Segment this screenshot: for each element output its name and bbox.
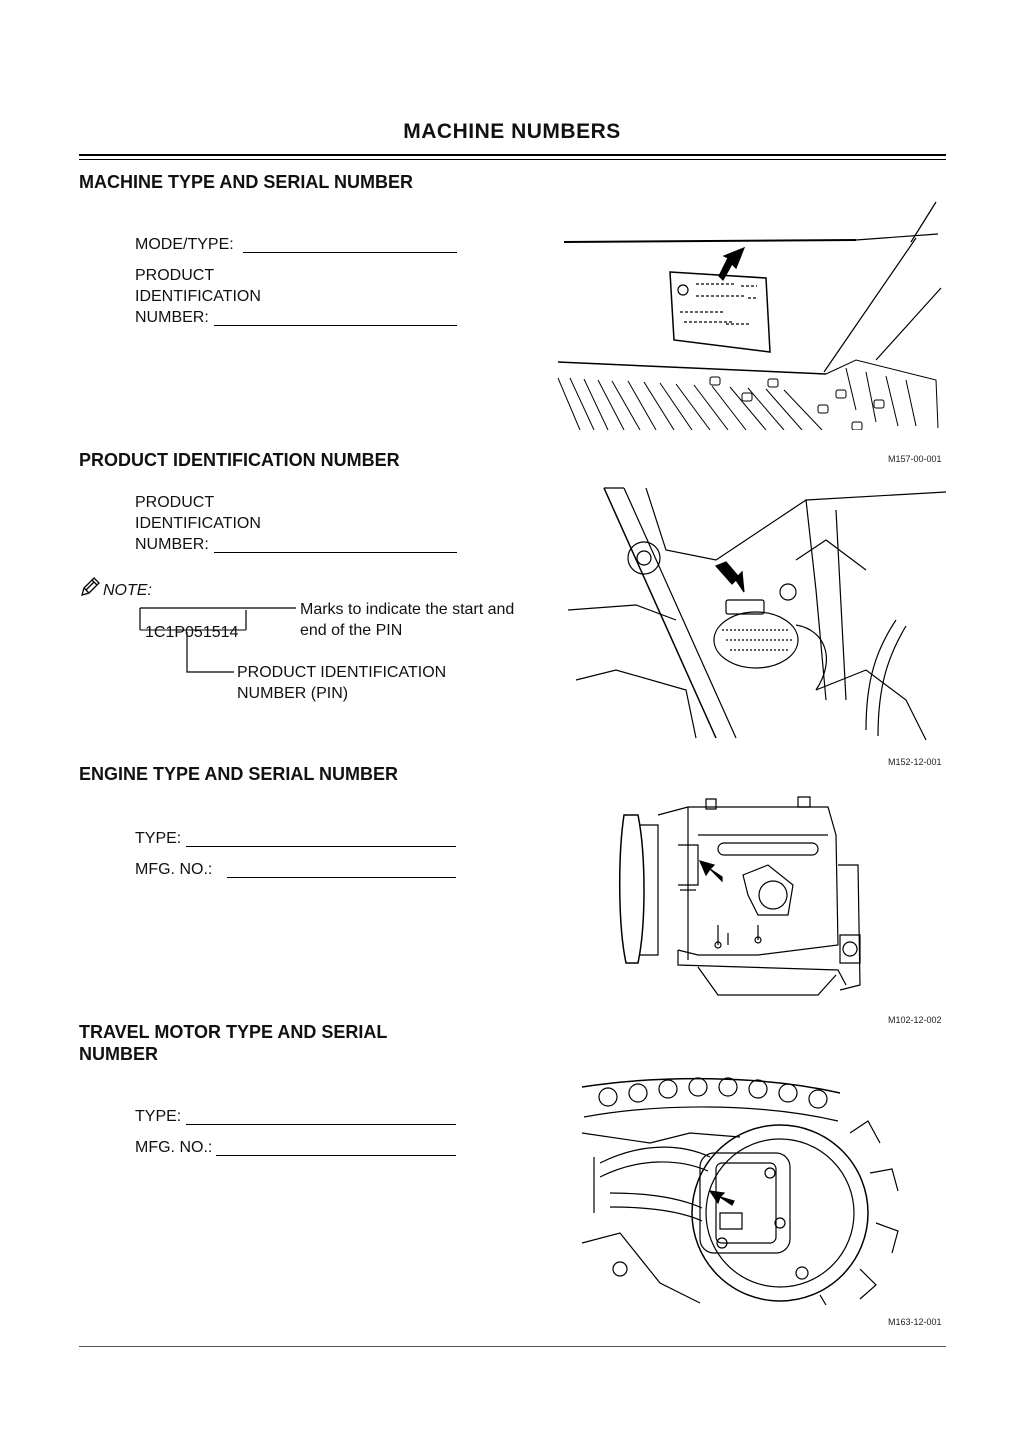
section-heading-engine: ENGINE TYPE AND SERIAL NUMBER bbox=[79, 764, 399, 784]
marks-note-line1: Marks to indicate the start and bbox=[300, 601, 515, 618]
engine-type-label: TYPE: bbox=[135, 830, 182, 847]
engine-type-field bbox=[186, 846, 456, 847]
mode-type-field bbox=[243, 252, 457, 253]
pin2-label-line2: IDENTIFICATION bbox=[135, 515, 261, 532]
marks-note-line2: end of the PIN bbox=[300, 622, 403, 639]
bottom-rule bbox=[79, 1346, 946, 1347]
page-title: MACHINE NUMBERS bbox=[403, 120, 621, 143]
title-rule-thick bbox=[79, 154, 946, 156]
section-heading-travel-motor-line1: TRAVEL MOTOR TYPE AND SERIAL bbox=[79, 1022, 388, 1042]
figure-code-2: M152-12-001 bbox=[888, 757, 942, 767]
figure-code-1: M157-00-001 bbox=[888, 454, 942, 464]
pin-label-line1: PRODUCT bbox=[135, 267, 215, 284]
pin-label-line3: NUMBER: bbox=[135, 309, 209, 326]
figure-code-4: M163-12-001 bbox=[888, 1317, 942, 1327]
motor-mfg-label: MFG. NO.: bbox=[135, 1139, 213, 1156]
pin-label-line2: IDENTIFICATION bbox=[135, 288, 261, 305]
engine-mfg-field bbox=[227, 877, 456, 878]
travel-motor-illustration bbox=[580, 1073, 910, 1305]
pin2-label-line3: NUMBER: bbox=[135, 536, 209, 553]
motor-type-label: TYPE: bbox=[135, 1108, 182, 1125]
section-heading-pin: PRODUCT IDENTIFICATION NUMBER bbox=[79, 450, 400, 470]
pin-example: 1C1P051514 bbox=[145, 624, 239, 641]
engine-illustration bbox=[618, 795, 868, 1005]
section-heading-travel-motor-line2: NUMBER bbox=[79, 1044, 158, 1064]
title-rule-thin bbox=[79, 159, 946, 160]
motor-type-field bbox=[186, 1124, 456, 1125]
figure-code-3: M102-12-002 bbox=[888, 1015, 942, 1025]
machine-plate-illustration bbox=[556, 200, 946, 430]
engine-mfg-label: MFG. NO.: bbox=[135, 861, 213, 878]
motor-mfg-field bbox=[216, 1155, 456, 1156]
pin-caption-line1: PRODUCT IDENTIFICATION bbox=[237, 664, 447, 681]
pin-location-illustration bbox=[566, 480, 946, 742]
mode-type-label: MODE/TYPE: bbox=[135, 236, 234, 253]
pin-field bbox=[214, 325, 457, 326]
pin-caption-line2: NUMBER (PIN) bbox=[237, 685, 349, 702]
section-heading-machine-type: MACHINE TYPE AND SERIAL NUMBER bbox=[79, 172, 414, 192]
note-label: NOTE: bbox=[103, 582, 152, 599]
pin2-field bbox=[214, 552, 457, 553]
note-pencil-icon bbox=[78, 575, 102, 599]
pin2-label-line1: PRODUCT bbox=[135, 494, 215, 511]
